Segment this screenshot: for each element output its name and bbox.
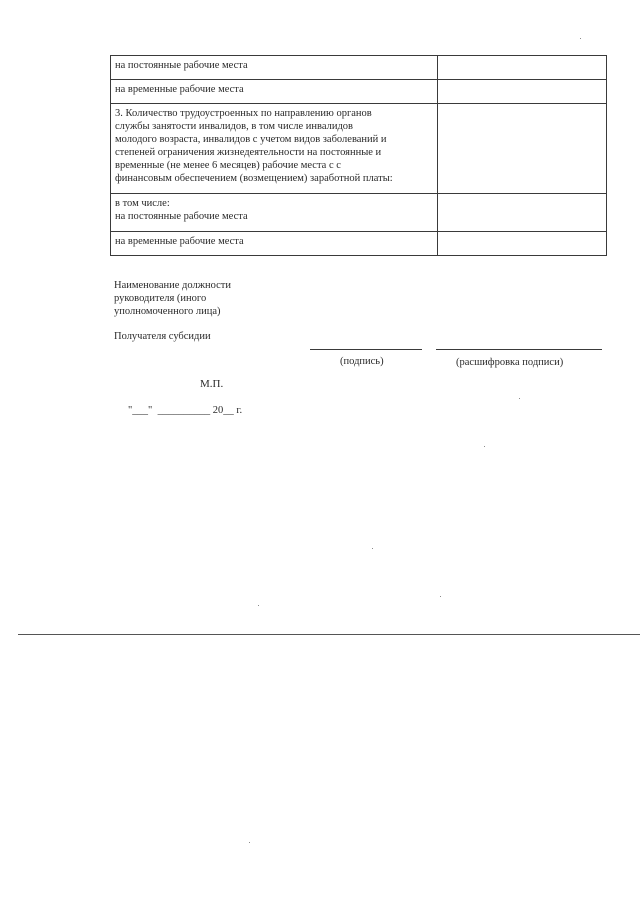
signature-caption: (подпись) <box>340 356 384 367</box>
scan-speck <box>440 596 441 597</box>
row-value <box>438 56 607 80</box>
row-label-line: степеней ограничения жизнедеятельности на постоянные и <box>115 147 382 158</box>
scan-speck <box>258 605 259 606</box>
row-label-line: временные (не менее 6 месяцев) рабочие места с с <box>115 160 341 171</box>
row-value <box>438 232 607 256</box>
table-row <box>111 194 607 232</box>
table-row <box>111 104 607 194</box>
row-label-line: 3. Количество трудоустроенных по направлению органов <box>115 108 372 119</box>
recipient-label: Получателя субсидии <box>114 331 211 342</box>
row-label <box>111 56 438 80</box>
position-title-line: Наименование должности <box>114 280 231 291</box>
decoding-caption: (расшифровка подписи) <box>456 357 564 368</box>
signature-line <box>310 349 422 350</box>
row-label <box>111 194 438 232</box>
row-label-line: службы занятости инвалидов, в том числе инвалидов <box>115 121 353 132</box>
scan-speck <box>372 548 373 549</box>
row-label-line: финансовым обеспечением (возмещением) заработной платы: <box>115 173 393 184</box>
scan-speck <box>580 38 581 39</box>
row-label-line: на временные рабочие места <box>115 236 244 247</box>
row-label-line: молодого возраста, инвалидов с учетом видов заболеваний и <box>115 134 387 145</box>
decoding-line <box>436 349 602 350</box>
position-title <box>114 279 231 318</box>
report-table <box>110 55 607 256</box>
row-label <box>111 232 438 256</box>
scan-speck <box>249 842 250 843</box>
position-title-line: руководителя (иного <box>114 293 207 304</box>
stamp-placeholder: М.П. <box>200 378 224 390</box>
row-label-line: в том числе: <box>115 198 170 209</box>
row-label-line: на временные рабочие места <box>115 84 244 95</box>
scan-speck <box>484 446 485 447</box>
row-label-line: на постоянные рабочие места <box>115 60 248 71</box>
row-value <box>438 104 607 194</box>
row-label <box>111 104 438 194</box>
page-break-line <box>18 634 640 635</box>
row-label-line: на постоянные рабочие места <box>115 211 248 222</box>
table-row <box>111 80 607 104</box>
position-title-line: уполномоченного лица) <box>114 306 221 317</box>
date-field: "___" __________ 20__ г. <box>128 405 243 416</box>
row-value <box>438 194 607 232</box>
table-row <box>111 56 607 80</box>
row-value <box>438 80 607 104</box>
table-row <box>111 232 607 256</box>
row-label <box>111 80 438 104</box>
scan-speck <box>519 398 520 399</box>
